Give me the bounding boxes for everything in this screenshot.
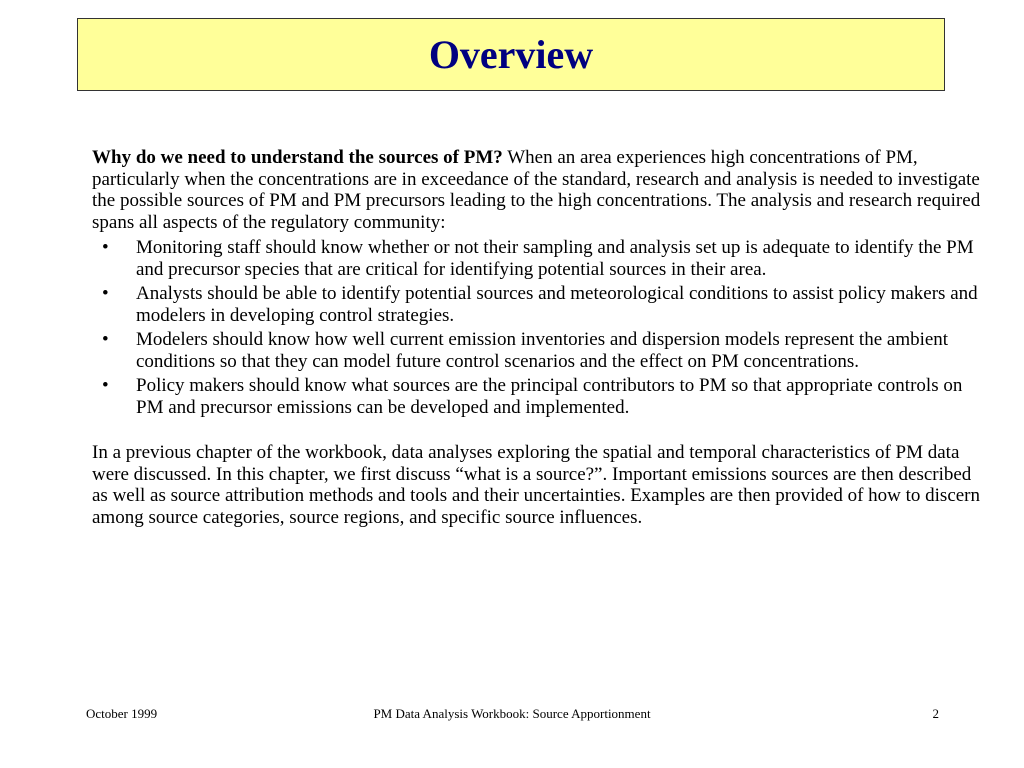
title-banner [77,18,945,91]
bullet-text: Monitoring staff should know whether or not their sampling and analysis set up is adequate to identify the PM and precursor species that are critical for identifying potential sources in their area. [136,237,974,280]
closing-paragraph: In a previous chapter of the workbook, data analyses exploring the spatial and temporal characteristics of PM data were discussed. In this chapter, we first discuss “what is a source?”. Important emissions sources are then described as well as source attribution methods and tools and their uncertainties. Examples are then provided of how to discern among source categories, source regions, and specific source influences. [92,442,981,528]
footer-title: PM Data Analysis Workbook: Source Apportionment [373,706,651,721]
list-item [92,283,982,326]
bullet-icon: • [102,329,109,350]
intro-text: When an area experiences high concentrations of PM, particularly when the concentrations are in exceedance of the standard, research and analysis is needed to investigate the possible sources of PM and PM precursors leading to the high concentrations. The analysis and research required spans all aspects of the regulatory community: [92,147,981,233]
bullet-text: Analysts should be able to identify potential sources and meteorological conditions to assist policy makers and modelers in developing control strategies. [136,283,978,326]
bullet-icon: • [102,283,109,304]
slide-body [92,147,982,528]
page-number: 2 [932,706,939,721]
list-item [92,329,982,372]
intro-paragraph [92,147,982,233]
intro-question: Why do we need to understand the sources of PM? [92,147,503,168]
bullet-text: Policy makers should know what sources are the principal contributors to PM so that appropriate controls on PM and precursor emissions can be developed and implemented. [136,375,963,418]
bullet-text: Modelers should know how well current emission inventories and dispersion models represent the ambient conditions so that they can model future control scenarios and the effect on PM concentrations. [136,329,949,372]
bullet-list [92,237,982,418]
footer-date: October 1999 [86,706,158,721]
bullet-icon: • [102,375,109,396]
list-item [92,237,982,280]
bullet-icon: • [102,237,109,258]
slide-title: Overview [428,31,594,77]
list-item [92,375,982,418]
